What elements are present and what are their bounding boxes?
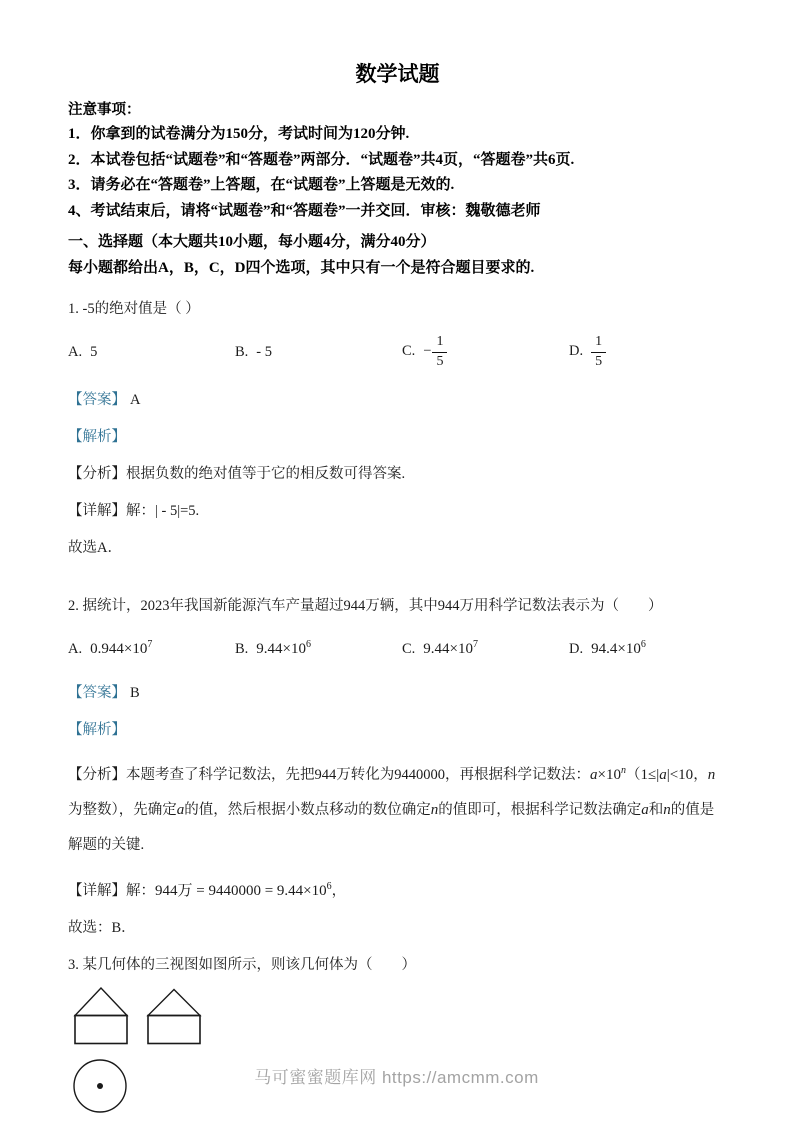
q1-option-d: D. $\frac{1}{5}$ — [569, 334, 727, 369]
q1-option-c: C. − $\frac{1}{5}$ — [402, 334, 569, 369]
notice-heading: 注意事项： — [68, 102, 141, 118]
q1-answer: A — [130, 392, 141, 408]
notice-item: 3．请务必在“答题卷”上答题，在“试题卷”上答题是无效的. — [68, 177, 455, 193]
q2-option-c: C. $9.44\times 10^7$ — [402, 638, 479, 657]
q2-analysis-tag — [68, 719, 727, 741]
analysis-tag: 【解析】 — [68, 429, 126, 445]
answer-tag: 【答案】 — [68, 392, 126, 408]
section-heading: 一、选择题（本大题共10小题，每小题4分，满分40分） — [68, 234, 436, 250]
question-3 — [68, 954, 727, 1114]
notice-item: 2．本试卷包括“试题卷”和“答题卷”两部分．“试题卷”共4页，“答题卷”共6页. — [68, 151, 575, 168]
q2-xiangjie: 【详解】解：944万 = $9440000 = 9.44\times 10^6$， — [68, 881, 347, 899]
question-1 — [68, 298, 727, 559]
notice-section — [68, 98, 727, 224]
q2-option-d: D. $94.4\times 10^6$ — [569, 638, 646, 657]
fraction: $\frac{1}{5}$ — [432, 334, 447, 369]
q2-option-a: A. $0.944\times 10^7$ — [68, 638, 153, 657]
notice-item: 4、考试结束后，请将“试题卷”和“答题卷”一并交回．审核：魏敬德老师 — [68, 202, 541, 219]
q1-xiangjie: 【详解】解：| - 5|=5. — [68, 503, 200, 519]
q1-options — [68, 330, 727, 374]
fraction: $\frac{1}{5}$ — [591, 334, 606, 369]
q2-fenxi: 【分析】本题考查了科学记数法，先把944万转化为9440000，再根据科学记数法：$a\times 10^n(1\le|a|<10$，n为整数），先确定a的值，然后根据小数点移动的数位确定n的值即可，根据科学记数法确定a和n的值是解题的关键. — [68, 765, 716, 853]
three-views-figure — [68, 986, 727, 1114]
q3-stem: 3. 某几何体的三视图如图所示，则该几何体为（ ） — [68, 957, 416, 973]
q1-stem: 1. -5的绝对值是（ ） — [68, 301, 200, 317]
question-2 — [68, 595, 727, 939]
q2-answer: B — [130, 685, 140, 701]
front-view-house-figure — [73, 986, 129, 1045]
notice-item: 1．你拿到的试卷满分为150分，考试时间为120分钟. — [68, 126, 410, 142]
q2-option-b: B. $9.44\times 10^6$ — [235, 638, 312, 657]
analysis-tag: 【解析】 — [68, 722, 126, 738]
q1-option-a: A. 5 — [68, 343, 98, 360]
watermark-footer: 马可蜜蜜题库网 https://amcmm.com — [254, 1068, 539, 1087]
q2-stem: 2. 据统计，2023年我国新能源汽车产量超过944万辆，其中944万用科学记数法表示为（ ） — [68, 598, 663, 614]
q1-answer-line — [68, 389, 727, 411]
answer-tag: 【答案】 — [68, 685, 126, 701]
side-view-house-figure — [146, 986, 202, 1045]
q2-conclusion: 故选：B． — [68, 920, 136, 936]
page-title: 数学试题 — [355, 62, 440, 86]
q1-analysis-tag — [68, 426, 727, 448]
q2-options — [68, 631, 727, 667]
q1-option-b: B. - 5 — [235, 343, 273, 360]
q1-conclusion: 故选A． — [68, 540, 122, 556]
q1-fenxi: 【分析】根据负数的绝对值等于它的相反数可得答案. — [68, 466, 406, 482]
q2-answer-line — [68, 682, 727, 704]
section-subheading: 每小题都给出A，B，C，D四个选项，其中只有一个是符合题目要求的. — [68, 260, 535, 276]
